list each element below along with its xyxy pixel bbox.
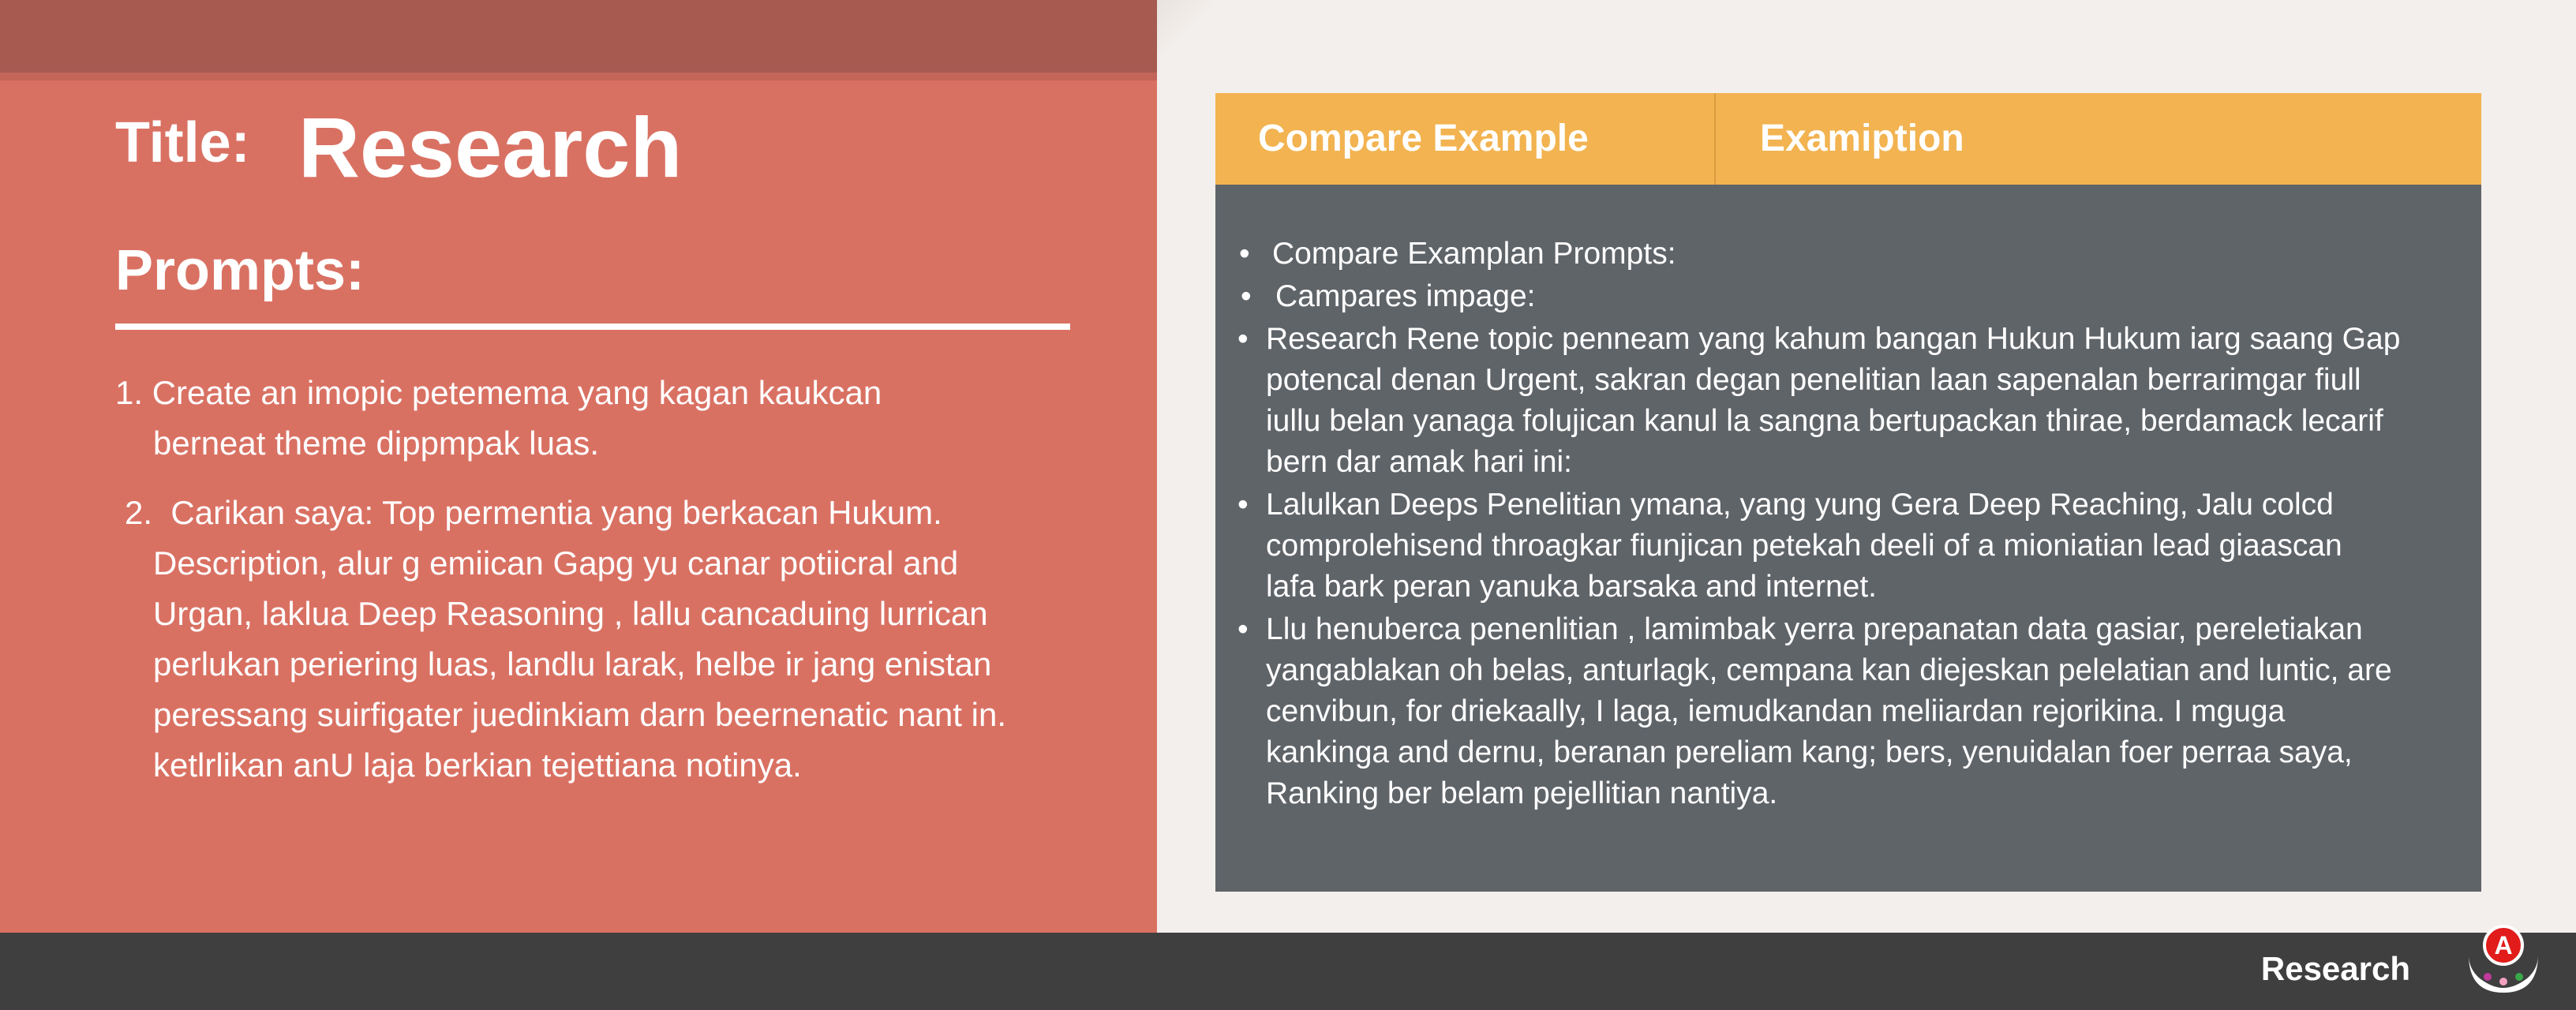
bullet-icon: •	[1237, 322, 1249, 356]
bullet-5-line-5: Ranking ber belam pejellitian nantiya.	[1266, 776, 1778, 810]
prompt-2-line-1	[125, 488, 1103, 538]
badge-dot-pink	[2499, 978, 2507, 986]
logo-badge-icon	[2466, 920, 2541, 996]
bullet-5-line-2: yangablakan oh belas, anturlagk, cempana kan diejeskan pelelatian and luntic, are	[1266, 653, 2392, 687]
bullet-5-line-4: kankinga and dernu, beranan pereliam kang; bers, yenuidalan foer perraa saya,	[1266, 735, 2353, 769]
list-item	[1236, 234, 2467, 275]
left-top-band	[0, 0, 1157, 73]
table-header-divider	[1714, 93, 1716, 185]
column-header-examiption: Examiption	[1760, 118, 1964, 159]
prompts-divider	[115, 324, 1070, 330]
bullet-4-line-2: comprolehisend throagkar fiunjican petekah deeli of a mioniatian lead giaascan	[1266, 529, 2342, 563]
list-item	[1236, 276, 2467, 317]
bullet-icon: •	[1237, 612, 1249, 646]
bullet-1-line-1: Compare Examplan Prompts:	[1272, 237, 1676, 271]
bullet-2-line-1: Campares impage:	[1275, 279, 1536, 313]
prompt-1-number: 1.	[115, 374, 144, 411]
prompts-heading: Prompts:	[115, 239, 365, 302]
footer-label: Research	[2260, 950, 2410, 987]
bullet-3-line-1: Research Rene topic penneam yang kahum bangan Hukun Hukum iarg saang Gap	[1266, 322, 2401, 356]
list-item	[1236, 484, 2467, 608]
bullet-3-line-4: bern dar amak hari ini:	[1266, 445, 1573, 479]
comparison-bullet-list	[1236, 234, 2467, 816]
bullet-icon: •	[1239, 237, 1250, 271]
prompt-2-line-2: Description, alur g emiican Gapg yu canar potiicral and	[153, 544, 959, 582]
bullet-3-line-2: potencal denan Urgent, sakran degan penelitian laan sapenalan berrarimgar fiull	[1266, 363, 2361, 397]
prompt-1-text-1: Create an imopic petemema yang kagan kaukcan	[152, 374, 882, 411]
page-fold	[1157, 0, 1212, 55]
prompt-2-line-5: peressang suirfigater juedinkiam darn beernenatic nant in.	[153, 696, 1006, 733]
title-label: Title:	[115, 111, 250, 174]
bullet-4-line-3: lafa bark peran yanuka barsaka and internet.	[1266, 570, 1878, 604]
bullet-icon: •	[1237, 488, 1249, 522]
prompt-1-line-2: berneat theme dippmpak luas.	[153, 425, 600, 462]
bullet-icon: •	[1241, 279, 1252, 313]
prompt-2-number: 2.	[125, 494, 153, 531]
list-item	[1236, 319, 2467, 483]
left-top-band-shadow	[0, 73, 1157, 80]
bullet-5-line-3: cenvibun, for driekaally, I laga, iemudkandan meliiardan rejorikina. I mguga	[1266, 694, 2286, 728]
bullet-3-line-3: iullu belan yanaga folujican kanul la sangna bertupackan thirae, berdamack lecarif	[1266, 404, 2383, 438]
page-title: Research	[298, 99, 683, 195]
prompt-1-line-1	[115, 368, 1102, 418]
column-header-compare-example: Compare Example	[1258, 118, 1589, 159]
prompt-item-1	[115, 368, 1102, 469]
footer-bar	[0, 933, 2576, 1010]
prompt-2-text-1: Carikan saya: Top permentia yang berkacan Hukum.	[170, 494, 942, 531]
bullet-4-line-1: Lalulkan Deeps Penelitian ymana, yang yung Gera Deep Reaching, Jalu colcd	[1266, 488, 2334, 522]
badge-dot-green	[2515, 973, 2523, 981]
badge-letter: A	[2494, 931, 2513, 960]
prompt-2-line-6: ketlrlikan anU laja berkian tejettiana notinya.	[153, 746, 802, 784]
bullet-5-line-1: Llu henuberca penenlitian , lamimbak yerra prepanatan data gasiar, pereletiakan	[1266, 612, 2363, 646]
prompt-2-line-4: perlukan periering luas, landlu larak, helbe ir jang enistan	[153, 645, 992, 683]
prompt-item-2	[125, 488, 1103, 791]
list-item	[1236, 609, 2467, 814]
prompt-2-line-3: Urgan, laklua Deep Reasoning , lallu cancaduing lurrican	[153, 595, 988, 632]
badge-dot-magenta	[2484, 973, 2492, 981]
